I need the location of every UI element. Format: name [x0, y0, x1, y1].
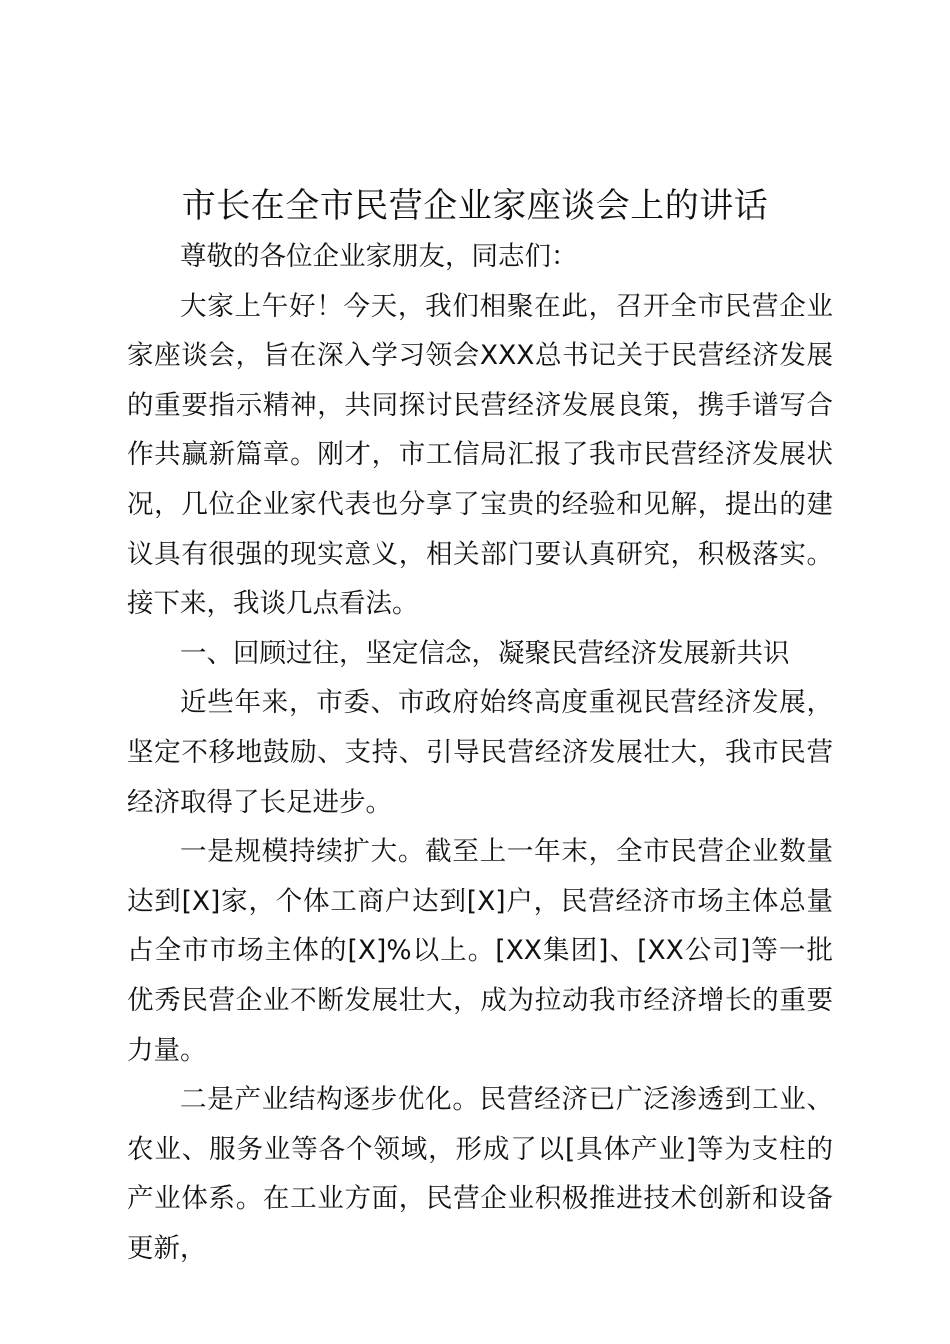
- paragraph-structure: 二是产业结构逐步优化。民营经济已广泛渗透到工业、农业、服务业等各个领域，形成了以[具体产业]等为支柱的产业体系。在工业方面，民营企业积极推进技术创新和设备更新，: [127, 1084, 833, 1264]
- salutation: 尊敬的各位企业家朋友，同志们：: [180, 241, 578, 272]
- section-heading-1: 一、回顾过往，坚定信念，凝聚民营经济发展新共识: [180, 637, 790, 669]
- document-body: [127, 232, 833, 1273]
- document-title: 市长在全市民营企业家座谈会上的讲话: [181, 186, 769, 226]
- paragraph-review: 近些年来，市委、市政府始终高度重视民营经济发展，坚定不移地鼓励、支持、引导民营经济发展壮大，我市民营经济取得了长足进步。: [127, 687, 833, 818]
- paragraph-scale: 一是规模持续扩大。截至上一年末，全市民营企业数量达到[X]家，个体工商户达到[X]户，民营经济市场主体总量占全市市场主体的[X]%以上。[XX集团]、[XX公司]等一批优秀民营企业不断发展壮大，成为拉动我市经济增长的重要力量。: [127, 836, 833, 1066]
- paragraph-opening: 大家上午好！今天，我们相聚在此，召开全市民营企业家座谈会，旨在深入学习领会XXX总书记关于民营经济发展的重要指示精神，共同探讨民营经济发展良策，携手谱写合作共赢新篇章。刚才，市工信局汇报了我市民营经济发展状况，几位企业家代表也分享了宝贵的经验和见解，提出的建议具有很强的现实意义，相关部门要认真研究，积极落实。接下来，我谈几点看法。: [127, 290, 833, 620]
